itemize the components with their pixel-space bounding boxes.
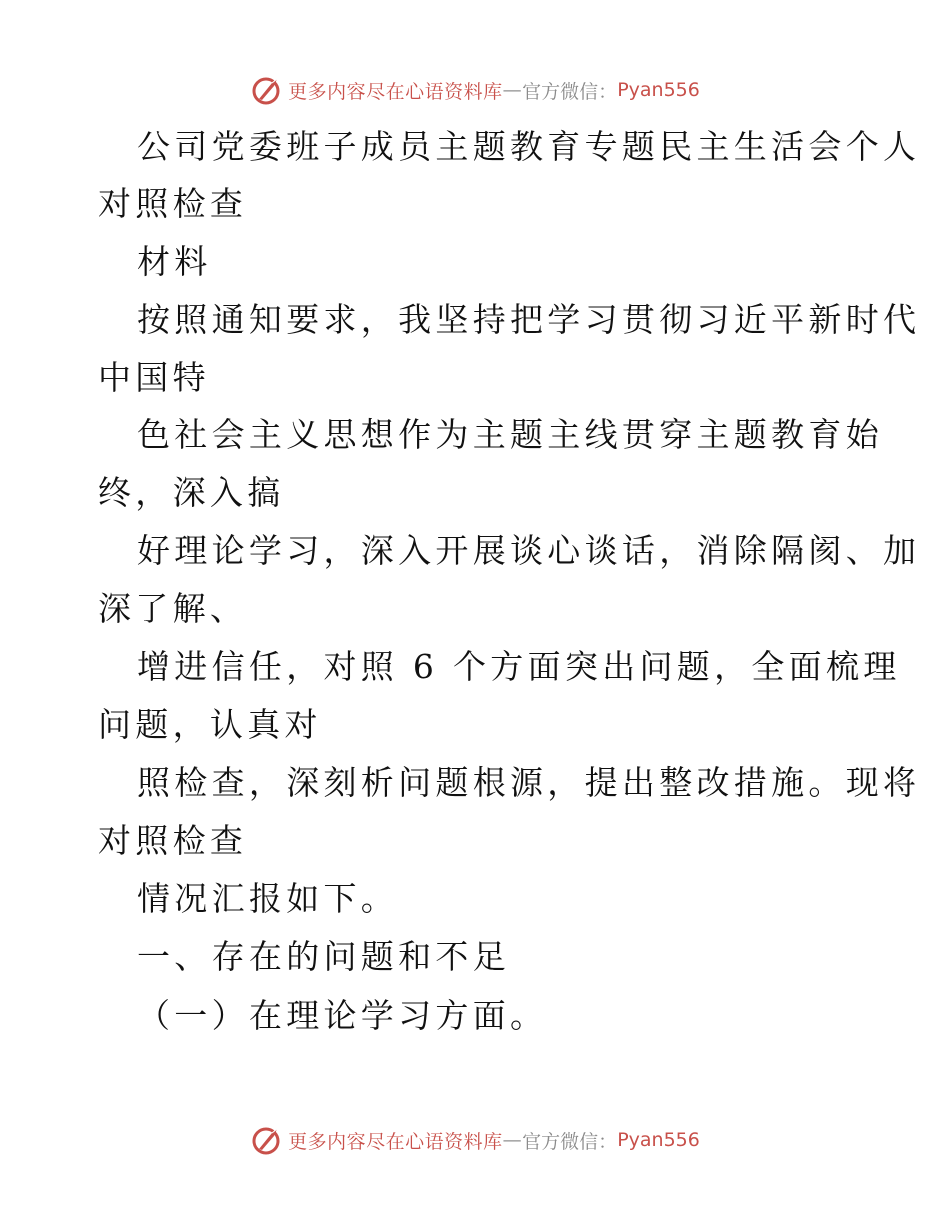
watermark-dash: —: [502, 79, 523, 101]
watermark-label: 官方微信：: [522, 1130, 618, 1153]
quill-pen-seal-icon: [250, 73, 284, 107]
doc-subsection-heading: （一）在理论学习方面。: [137, 996, 548, 1035]
quill-pen-seal-icon: [250, 1123, 284, 1157]
watermark-dash: —: [502, 1129, 523, 1151]
doc-title-line-3: 材料: [137, 242, 212, 281]
doc-title-line-1: 公司党委班子成员主题教育专题民主生活会个人: [137, 127, 921, 166]
doc-paragraph-line: 终，深入搞: [98, 473, 285, 512]
doc-paragraph-line: 深了解、: [98, 589, 248, 628]
doc-paragraph-line: 色社会主义思想作为主题主线贯穿主题教育始: [137, 415, 883, 454]
doc-title-line-2: 对照检查: [98, 184, 248, 223]
watermark-account: Pyan556: [617, 1129, 700, 1151]
doc-paragraph-line: 增进信任，对照 6 个方面突出问题，全面梳理: [137, 647, 901, 686]
watermark-label: 官方微信：: [522, 80, 618, 103]
watermark-brand-text: 更多内容尽在心语资料库: [288, 80, 503, 103]
doc-section-heading: 一、存在的问题和不足: [137, 937, 510, 976]
watermark-account: Pyan556: [617, 79, 700, 101]
footer-watermark: [0, 1120, 950, 1160]
doc-paragraph-line: 照检查，深刻析问题根源，提出整改措施。现将: [137, 763, 921, 802]
doc-paragraph-line: 情况汇报如下。: [137, 879, 399, 918]
doc-paragraph-line: 好理论学习，深入开展谈心谈话，消除隔阂、加: [137, 531, 921, 570]
doc-paragraph-line: 中国特: [98, 358, 210, 397]
doc-paragraph-line: 按照通知要求，我坚持把学习贯彻习近平新时代: [137, 300, 921, 339]
doc-paragraph-line: 对照检查: [98, 821, 248, 860]
doc-paragraph-line: 问题，认真对: [98, 705, 322, 744]
header-watermark: [0, 70, 950, 110]
watermark-brand-text: 更多内容尽在心语资料库: [288, 1130, 503, 1153]
